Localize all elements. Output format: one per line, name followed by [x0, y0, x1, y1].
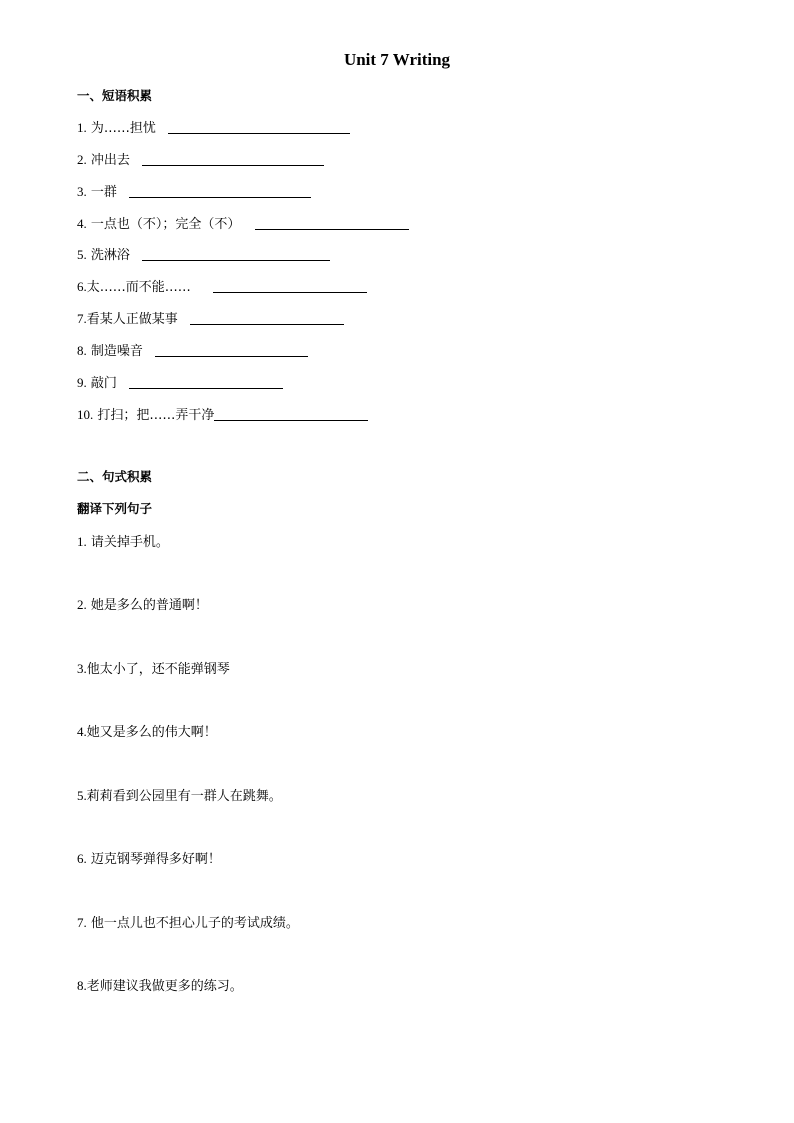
sentence-item-5 — [77, 787, 282, 805]
answer-blank[interactable] — [129, 374, 283, 389]
section-heading-phrases: 一、短语积累 — [77, 88, 153, 103]
answer-blank[interactable] — [190, 310, 344, 325]
answer-blank[interactable] — [142, 151, 324, 166]
item-number: 4. — [77, 216, 87, 231]
phrase-item-7 — [77, 310, 344, 328]
sentence-text: 莉莉看到公园里有一群人在跳舞。 — [86, 789, 282, 804]
sentence-text: 请关掉手机。 — [90, 535, 169, 550]
item-number: 8. — [77, 978, 87, 993]
phrase-item-5 — [77, 246, 330, 264]
section-heading-sentences: 二、句式积累 — [77, 469, 153, 484]
answer-blank[interactable] — [155, 342, 308, 357]
item-number: 2. — [77, 597, 87, 612]
item-number: 7. — [77, 915, 87, 930]
item-number: 5. — [77, 788, 87, 803]
item-number: 1. — [77, 120, 87, 135]
item-number: 2. — [77, 152, 87, 167]
sentence-text: 她又是多么的伟大啊！ — [86, 725, 217, 740]
phrase-item-8 — [77, 342, 308, 360]
sentence-item-3 — [77, 660, 230, 678]
phrase-text: 为……担忧 — [90, 121, 156, 136]
item-number: 6. — [77, 279, 87, 294]
phrase-text: 一点也（不）；完全（不） — [90, 217, 241, 232]
phrase-item-6 — [77, 278, 367, 296]
phrase-item-2 — [77, 151, 324, 169]
sentence-item-6 — [77, 850, 221, 868]
sentence-text: 他太小了，还不能弹钢琴 — [86, 662, 230, 677]
phrase-item-1 — [77, 119, 350, 137]
sentence-text: 他一点儿也不担心儿子的考试成绩。 — [90, 916, 299, 931]
phrase-text: 冲出去 — [90, 153, 130, 168]
item-number: 6. — [77, 851, 87, 866]
item-number: 3. — [77, 184, 87, 199]
item-number: 9. — [77, 375, 87, 390]
sentence-text: 迈克钢琴弹得多好啊！ — [90, 852, 221, 867]
phrase-text: 洗淋浴 — [90, 248, 130, 263]
section-subheading-translate: 翻译下列句子 — [77, 501, 153, 516]
sentence-text: 老师建议我做更多的练习。 — [86, 979, 243, 994]
sentence-item-7 — [77, 914, 299, 932]
sentence-item-8 — [77, 977, 243, 995]
sentence-item-1 — [77, 533, 169, 551]
answer-blank[interactable] — [142, 246, 330, 261]
sentence-text: 她是多么的普通啊！ — [90, 598, 208, 613]
sentence-item-4 — [77, 723, 217, 741]
item-number: 1. — [77, 534, 87, 549]
item-number: 10. — [77, 407, 94, 422]
phrase-text: 一群 — [90, 185, 117, 200]
phrase-text: 太……而不能…… — [86, 280, 191, 295]
phrase-text: 敲门 — [90, 376, 117, 391]
answer-blank[interactable] — [214, 406, 368, 421]
item-number: 4. — [77, 724, 87, 739]
phrase-item-10 — [77, 406, 368, 424]
sentence-item-2 — [77, 596, 208, 614]
answer-blank[interactable] — [213, 278, 367, 293]
phrase-item-9 — [77, 374, 283, 392]
phrase-item-4 — [77, 215, 409, 233]
phrase-text: 打扫；把……弄干净 — [97, 408, 215, 423]
phrase-text: 制造噪音 — [90, 344, 143, 359]
answer-blank[interactable] — [129, 183, 311, 198]
item-number: 8. — [77, 343, 87, 358]
item-number: 5. — [77, 247, 87, 262]
item-number: 7. — [77, 311, 87, 326]
page-title: Unit 7 Writing — [343, 50, 451, 69]
item-number: 3. — [77, 661, 87, 676]
phrase-item-3 — [77, 183, 311, 201]
answer-blank[interactable] — [255, 215, 409, 230]
answer-blank[interactable] — [168, 119, 350, 134]
phrase-text: 看某人正做某事 — [86, 312, 178, 327]
